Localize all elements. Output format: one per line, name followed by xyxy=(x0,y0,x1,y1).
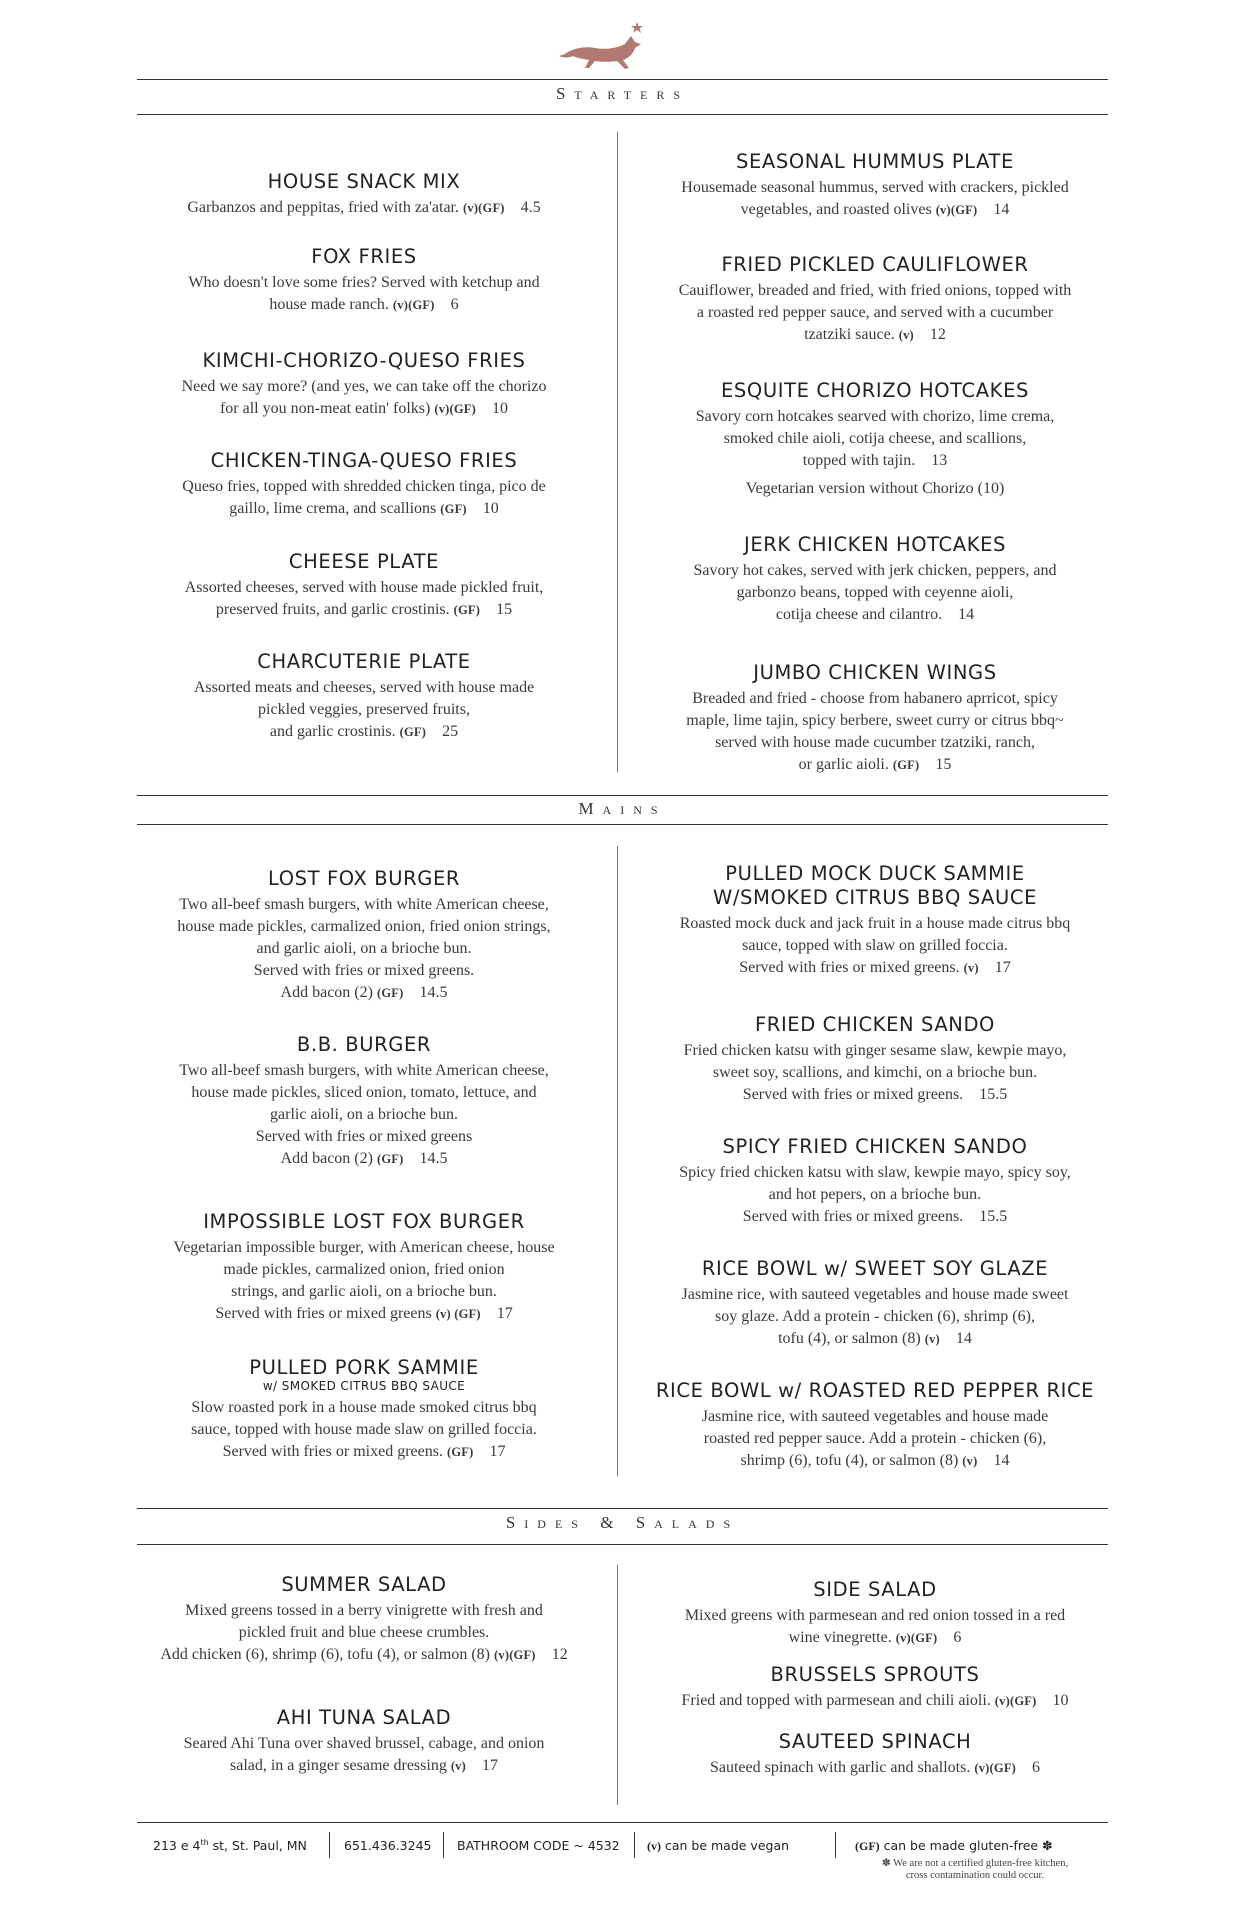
description-text: Two all-beef smash burgers, with white American cheese, house made pickles, sliced onion, tomato, lettuce, and garlic aioli, on a brioche bun. Served with fries or mixed greens Add bacon (2) xyxy=(179,1062,549,1167)
description-text: Assorted meats and cheeses, served with house made pickled veggies, preserved fruits, and garlic crostinis. xyxy=(193,679,535,740)
menu-item xyxy=(134,349,594,420)
dietary-tags: (v)(GF) xyxy=(994,1694,1037,1708)
gf-tag: (GF) xyxy=(855,1839,880,1853)
menu-item-price: 17 xyxy=(994,959,1011,976)
description-text: Sauteed spinach with garlic and shallots. xyxy=(709,1759,971,1776)
menu-item-price: 14 xyxy=(993,1452,1010,1469)
menu-item-description xyxy=(134,476,594,520)
section-rule xyxy=(137,795,1108,796)
menu-item xyxy=(134,867,594,1004)
description-text: Mixed greens tossed in a berry vinigrette with fresh and pickled fruit and blue cheese crumbles. Add chicken (6), shrimp (6), tofu (4), or salmon (8) xyxy=(160,1602,543,1663)
section-title-starters: Starters xyxy=(555,84,690,103)
footer-separator xyxy=(835,1832,836,1858)
footer-phone: 651.436.3245 xyxy=(344,1838,432,1853)
menu-item-price: 13 xyxy=(931,452,948,469)
dietary-tags: (GF) xyxy=(892,758,920,772)
menu-item-name: RICE BOWL w/ ROASTED RED PEPPER RICE xyxy=(655,1379,1095,1402)
footer-separator xyxy=(443,1832,444,1858)
menu-item-price: 15.5 xyxy=(979,1208,1008,1225)
menu-item-name: SUMMER SALAD xyxy=(281,1573,447,1596)
menu-item-price: 17 xyxy=(489,1443,506,1460)
menu-item-description xyxy=(134,894,594,1004)
footer-bathroom-code: BATHROOM CODE ~ 4532 xyxy=(457,1838,620,1853)
asterisk-icon: ✽ xyxy=(881,1858,891,1869)
menu-item-price: 14.5 xyxy=(419,1150,448,1167)
description-text: Savory hot cakes, served with jerk chicken, peppers, and garbonzo beans, topped with ceyenne aioli, cotija cheese and cilantro. xyxy=(693,562,1057,623)
menu-item-name: JUMBO CHICKEN WINGS xyxy=(753,661,997,684)
menu-item xyxy=(134,1573,594,1666)
menu-item-name: SEASONAL HUMMUS PLATE xyxy=(736,150,1014,173)
column-divider xyxy=(617,132,618,772)
footer-separator xyxy=(634,1832,635,1858)
menu-item-description xyxy=(134,1733,594,1777)
footer-vegan-note xyxy=(647,1838,789,1854)
menu-item-name: FRIED PICKLED CAULIFLOWER xyxy=(721,253,1029,276)
description-text: Mixed greens with parmesean and red onion tossed in a red wine vinegrette. xyxy=(684,1607,1066,1646)
dietary-tags: (GF) xyxy=(399,725,427,739)
dietary-tags: (GF) xyxy=(453,603,481,617)
footer-separator xyxy=(329,1832,330,1858)
menu-item-price: 6 xyxy=(1032,1759,1041,1776)
menu-item-price: 14 xyxy=(958,606,975,623)
dietary-tags: (v) xyxy=(924,1332,940,1346)
menu-item-description xyxy=(645,913,1105,979)
dietary-tags: (v)(GF) xyxy=(974,1761,1017,1775)
menu-item-name: SIDE SALAD xyxy=(813,1578,937,1601)
section-rule xyxy=(137,1508,1108,1509)
address-sup: th xyxy=(200,1838,209,1847)
dietary-tags: (GF) xyxy=(446,1445,474,1459)
menu-item-price: 14 xyxy=(993,201,1010,218)
menu-item xyxy=(134,650,594,743)
dietary-tags: (GF) xyxy=(376,986,404,1000)
menu-item-price: 6 xyxy=(953,1629,962,1646)
description-text: Spicy fried chicken katsu with slaw, kewpie mayo, spicy soy, and hot pepers, on a brioche bun. Served with fries or mixed greens. xyxy=(679,1164,1071,1225)
menu-item-name: PULLED PORK SAMMIE xyxy=(249,1356,479,1379)
footer-rule xyxy=(137,1822,1108,1823)
menu-item-description xyxy=(645,1040,1105,1106)
menu-item-description xyxy=(645,1284,1105,1350)
menu-item-description xyxy=(134,197,594,219)
dietary-tags: (v)(GF) xyxy=(463,201,505,215)
description-text: Assorted cheeses, served with house made pickled fruit, preserved fruits, and garlic crostinis. xyxy=(184,579,544,618)
menu-item-name: RICE BOWL w/ SWEET SOY GLAZE xyxy=(701,1257,1049,1280)
menu-item-price: 14.5 xyxy=(419,984,448,1001)
dietary-tags: (v) xyxy=(962,1454,978,1468)
description-text: Jasmine rice, with sauteed vegetables and house made sweet soy glaze. Add a protein - chicken (6), shrimp (6), tofu (4), or salmon (8) xyxy=(681,1286,1069,1347)
description-text: Cauiflower, breaded and fried, with fried onions, topped with a roasted red pepper sauce, and served with a cucumber tzatziki sauce. xyxy=(678,282,1072,343)
dietary-tags: (v) xyxy=(450,1759,466,1773)
menu-item-price: 15 xyxy=(935,756,952,773)
menu-item-description xyxy=(645,280,1105,346)
description-text: Who doesn't love some fries? Served with ketchup and house made ranch. xyxy=(188,274,540,313)
description-text: Queso fries, topped with shredded chicken tinga, pico de gaillo, lime crema, and scallions xyxy=(182,478,546,517)
menu-item-description xyxy=(134,1060,594,1170)
menu-item-price: 17 xyxy=(496,1305,513,1322)
description-text: Slow roasted pork in a house made smoked citrus bbq sauce, topped with house made slaw on grilled foccia. Served with fries or mixed greens. xyxy=(191,1399,537,1460)
menu-item-name: B.B. BURGER xyxy=(296,1033,432,1056)
dietary-tags: (v) (GF) xyxy=(435,1307,481,1321)
menu-item-price: 17 xyxy=(482,1757,498,1774)
description-text: Fried and topped with parmesean and chili aioli. xyxy=(681,1692,991,1709)
menu-item xyxy=(645,533,1105,626)
menu-item-name: FOX FRIES xyxy=(311,245,417,268)
menu-item-price: 12 xyxy=(929,326,946,343)
description-text: Seared Ahi Tuna over shaved brussel, cabage, and onion salad, in a ginger sesame dressing xyxy=(183,1735,545,1774)
description-text: Two all-beef smash burgers, with white American cheese, house made pickles, carmalized onion, fried onion strings, and garlic aioli, on a brioche bun. Served with fries or mixed greens. Add bacon (2) xyxy=(177,896,551,1001)
section-rule xyxy=(137,824,1108,825)
menu-item-description xyxy=(645,1690,1105,1712)
menu-item-description xyxy=(645,1162,1105,1228)
menu-item xyxy=(645,862,1105,979)
menu-item-name: SPICY FRIED CHICKEN SANDO xyxy=(722,1135,1028,1158)
menu-item-price: 4.5 xyxy=(520,199,541,216)
address-street: 213 e 4 xyxy=(153,1838,201,1854)
dietary-tags: (v)(GF) xyxy=(392,298,435,312)
menu-item-name: FRIED CHICKEN SANDO xyxy=(754,1013,996,1036)
menu-item-name: HOUSE SNACK MIX xyxy=(267,170,461,193)
vegan-text: can be made vegan xyxy=(661,1838,790,1853)
menu-item-name: PULLED MOCK DUCK SAMMIE W/SMOKED CITRUS BBQ SAUCE xyxy=(713,862,1037,909)
section-rule xyxy=(137,1544,1108,1545)
menu-item-name: LOST FOX BURGER xyxy=(267,867,461,890)
dietary-tags: (v)(GF) xyxy=(935,203,978,217)
menu-item-name: CHICKEN-TINGA-QUESO FRIES xyxy=(210,449,518,472)
menu-item-name: BRUSSELS SPROUTS xyxy=(770,1663,980,1686)
menu-item-subname: w/ SMOKED CITRUS BBQ SAUCE xyxy=(262,1379,466,1393)
column-divider xyxy=(617,846,618,1476)
menu-item xyxy=(645,1257,1105,1350)
menu-item-name: JERK CHICKEN HOTCAKES xyxy=(744,533,1006,556)
menu-item xyxy=(134,1033,594,1170)
menu-item-name: KIMCHI-CHORIZO-QUESO FRIES xyxy=(202,349,526,372)
menu-item xyxy=(645,1013,1105,1106)
menu-item-description xyxy=(134,376,594,420)
menu-item-description xyxy=(645,1757,1105,1779)
menu-item-name: SAUTEED SPINACH xyxy=(778,1730,972,1753)
menu-item-note: Vegetarian version without Chorizo (10) xyxy=(745,480,1005,497)
menu-item-price: 10 xyxy=(492,400,509,417)
section-title-mains: Mains xyxy=(578,799,667,818)
menu-item xyxy=(645,1663,1105,1712)
address-city: st, St. Paul, MN xyxy=(208,1838,307,1854)
gf-disclaimer xyxy=(855,1858,1095,1882)
menu-item-description xyxy=(645,688,1105,776)
menu-item-description xyxy=(645,177,1105,221)
menu-item xyxy=(134,550,594,621)
menu-item xyxy=(645,1135,1105,1228)
description-text: Jasmine rice, with sauteed vegetables and house made roasted red pepper sauce. Add a protein - chicken (6), shrimp (6), tofu (4), or salmon (8) xyxy=(701,1408,1049,1469)
menu-item xyxy=(134,1356,594,1463)
footer-address xyxy=(153,1838,307,1853)
menu-item-price: 10 xyxy=(1052,1692,1069,1709)
dietary-tags: (v)(GF) xyxy=(494,1648,536,1662)
asterisk-icon: ✽ xyxy=(1042,1838,1053,1853)
menu-item-description xyxy=(134,677,594,743)
menu-item xyxy=(645,150,1105,221)
menu-item-name: CHEESE PLATE xyxy=(288,550,440,573)
description-text: Housemade seasonal hummus, served with crackers, pickled vegetables, and roasted olives xyxy=(681,179,1069,218)
menu-item-price: 15.5 xyxy=(979,1086,1008,1103)
footer xyxy=(137,1832,1108,1880)
menu-item-description xyxy=(645,406,1105,472)
menu-item xyxy=(645,379,1105,500)
menu-item-description xyxy=(134,1397,594,1463)
menu-item xyxy=(645,1730,1105,1779)
menu-item-name: CHARCUTERIE PLATE xyxy=(257,650,471,673)
menu-item xyxy=(645,661,1105,776)
description-text: Fried chicken katsu with ginger sesame slaw, kewpie mayo, sweet soy, scallions, and kimchi, on a brioche bun. Served with fries or mixed greens. xyxy=(683,1042,1067,1103)
dietary-tags: (v)(GF) xyxy=(434,402,477,416)
section-rule xyxy=(137,79,1108,80)
menu-item-description xyxy=(134,1237,594,1325)
section-rule xyxy=(137,114,1108,115)
menu-item-price: 12 xyxy=(551,1646,568,1663)
menu-item-price: 6 xyxy=(450,296,459,313)
menu-item xyxy=(134,1706,594,1777)
menu-item-name: IMPOSSIBLE LOST FOX BURGER xyxy=(203,1210,525,1233)
menu-item xyxy=(134,170,594,219)
menu-item-description xyxy=(134,272,594,316)
dietary-tags: (v) xyxy=(963,961,979,975)
menu-item-price: 14 xyxy=(955,1330,972,1347)
menu-item xyxy=(134,449,594,520)
menu-item-name: ESQUITE CHORIZO HOTCAKES xyxy=(721,379,1029,402)
menu-item-description xyxy=(134,1600,594,1666)
dietary-tags: (v) xyxy=(898,328,914,342)
fox-logo-icon xyxy=(555,18,665,76)
menu-item-price: 10 xyxy=(482,500,499,517)
menu-item-description xyxy=(645,1605,1105,1649)
description-text: Garbanzos and peppitas, fried with za'atar. xyxy=(187,199,459,216)
dietary-tags: (GF) xyxy=(440,502,467,516)
description-text: Savory corn hotcakes searved with chorizo, lime crema, smoked chile aioli, cotija cheese, and scallions, topped with tajin. xyxy=(695,408,1055,469)
menu-item-description xyxy=(134,577,594,621)
gf-text: can be made gluten-free xyxy=(879,1838,1039,1853)
menu-item xyxy=(645,1379,1105,1472)
menu-item xyxy=(645,253,1105,346)
menu-item xyxy=(645,1578,1105,1649)
column-divider xyxy=(617,1565,618,1805)
description-text: Breaded and fried - choose from habanero aprricot, spicy maple, lime tajin, spicy berbere, sweet curry or citrus bbq~ served with house made cucumber tzatziki, ranch, or garlic aioli. xyxy=(686,690,1064,773)
dietary-tags: (v)(GF) xyxy=(895,1631,938,1645)
menu-item-name: AHI TUNA SALAD xyxy=(276,1706,452,1729)
description-text: Need we say more? (and yes, we can take off the chorizo for all you non-meat eatin' folks) xyxy=(181,378,547,417)
description-text: Vegetarian impossible burger, with American cheese, house made pickles, carmalized onion, fried onion strings, and garlic aioli, on a brioche bun. Served with fries or mixed greens xyxy=(173,1239,555,1322)
menu-item-description xyxy=(645,1406,1105,1472)
footer-gf-note xyxy=(855,1838,1053,1854)
menu-item-price: 15 xyxy=(496,601,513,618)
menu-item-description xyxy=(645,560,1105,626)
vegan-tag: (v) xyxy=(647,1839,661,1853)
dietary-tags: (GF) xyxy=(376,1152,404,1166)
section-title-sides-salads: Sides & Salads xyxy=(505,1513,740,1532)
disclaimer-text: We are not a certified gluten-free kitchen, cross contamination could occur. xyxy=(893,1858,1069,1881)
menu-item xyxy=(134,1210,594,1325)
description-text: Roasted mock duck and jack fruit in a house made citrus bbq sauce, topped with slaw on grilled foccia. Served with fries or mixed greens. xyxy=(679,915,1071,976)
menu-item-price: 25 xyxy=(442,723,459,740)
menu-item xyxy=(134,245,594,316)
